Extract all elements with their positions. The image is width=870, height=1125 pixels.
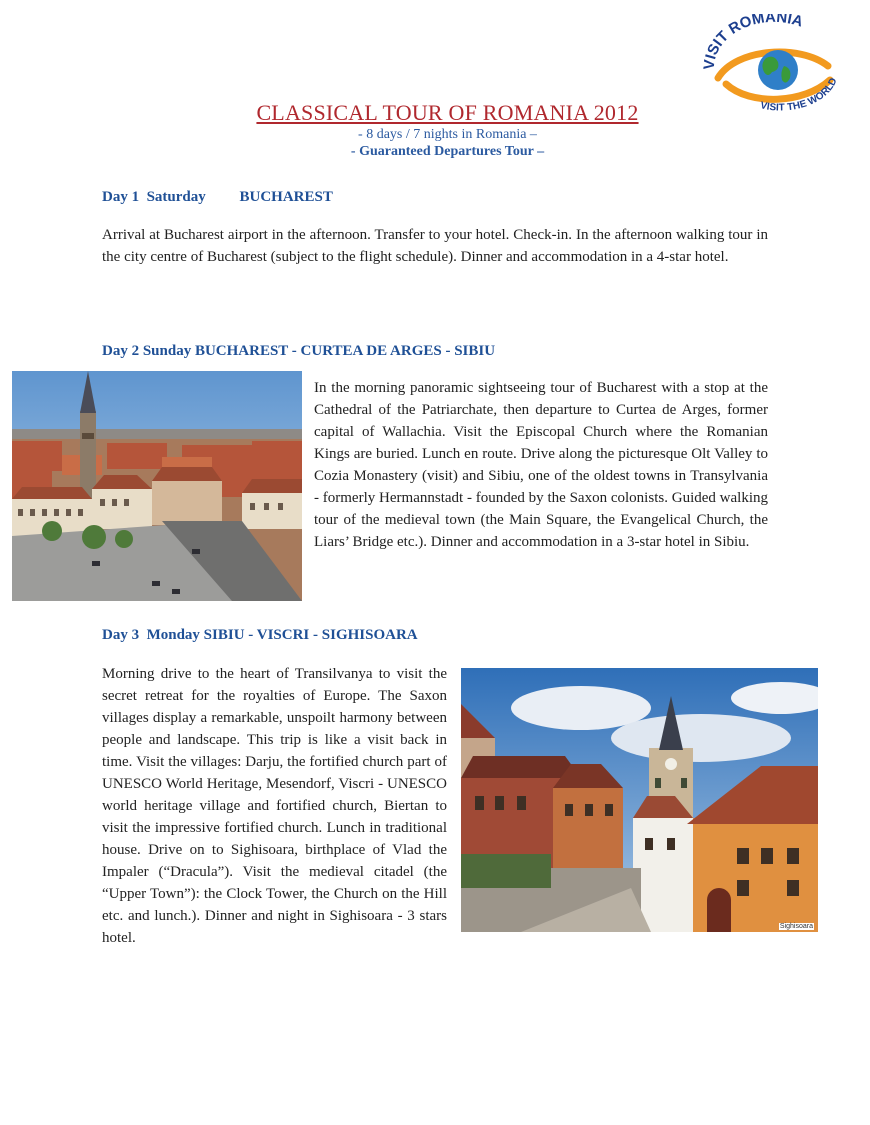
photo-watermark: Sighisoara: [779, 923, 813, 930]
page-header: [0, 100, 870, 160]
day2-description: In the morning panoramic sightseeing tour of Bucharest with a stop at the Cathedral of the Patriarchate, then departure to Curtea de Arges, former capital of Wallachia. Visit the Episcopal Church where the Romanian Kings are buried. Lunch en route. Drive along the picturesque Olt Valley to Cozia Monastery (visit) and Sibiu, one of the oldest towns in Transylvania - formerly Hermannstadt - founded by the Saxon colonists. Guided walking tour of the medieval town (the Main Square, the Evangelical Church, the Liars’ Bridge etc.). Dinner and accommodation in a 3-star hotel in Sibiu.: [314, 380, 768, 550]
day1-description: Arrival at Bucharest airport in the afternoon. Transfer to your hotel. Check-in. In the afternoon walking tour in the city centre of Bucharest (subject to the flight schedule). Dinner and accommodation in a 4-star hotel.: [102, 227, 768, 265]
tour-type: - Guaranteed Departures Tour –: [350, 144, 545, 159]
day3-heading: Day 3 Monday SIBIU - VISCRI - SIGHISOARA: [102, 627, 418, 643]
day1-heading: Day 1 Saturday BUCHAREST: [102, 189, 333, 205]
sighisoara-photo: [461, 668, 818, 932]
sibiu-photo: [12, 371, 302, 601]
logo-top-text: VISIT ROMANIA: [700, 14, 806, 71]
day3-description: Morning drive to the heart of Transilvanya to visit the secret retreat for the royalties of Europe. The Saxon villages display a remarkable, unspoilt harmony between people and landscape. This trip is like a visit back in time. Visit the villages: Darju, the fortified church part of UNESCO World Heritage, Mesendorf, Viscri - UNESCO world heritage village and fortified church, Biertan to visit the impressive fortified church. Lunch in traditional house. Drive on to Sighisoara, birthplace of Vlad the Impaler (“Dracula”). Visit the medieval citadel (the “Upper Town”): the Clock Tower, the Church on the Hill etc. and lunch.). Dinner and night in Sighisoara - 3 stars hotel.: [102, 666, 447, 946]
day2-heading: Day 2 Sunday BUCHAREST - CURTEA DE ARGES - SIBIU: [102, 343, 496, 359]
page-title: CLASSICAL TOUR OF ROMANIA 2012: [256, 100, 639, 125]
logo-bottom-text: VISIT THE WORLD: [759, 76, 840, 114]
visit-romania-logo: [700, 14, 842, 114]
tour-duration: - 8 days / 7 nights in Romania –: [358, 127, 537, 142]
